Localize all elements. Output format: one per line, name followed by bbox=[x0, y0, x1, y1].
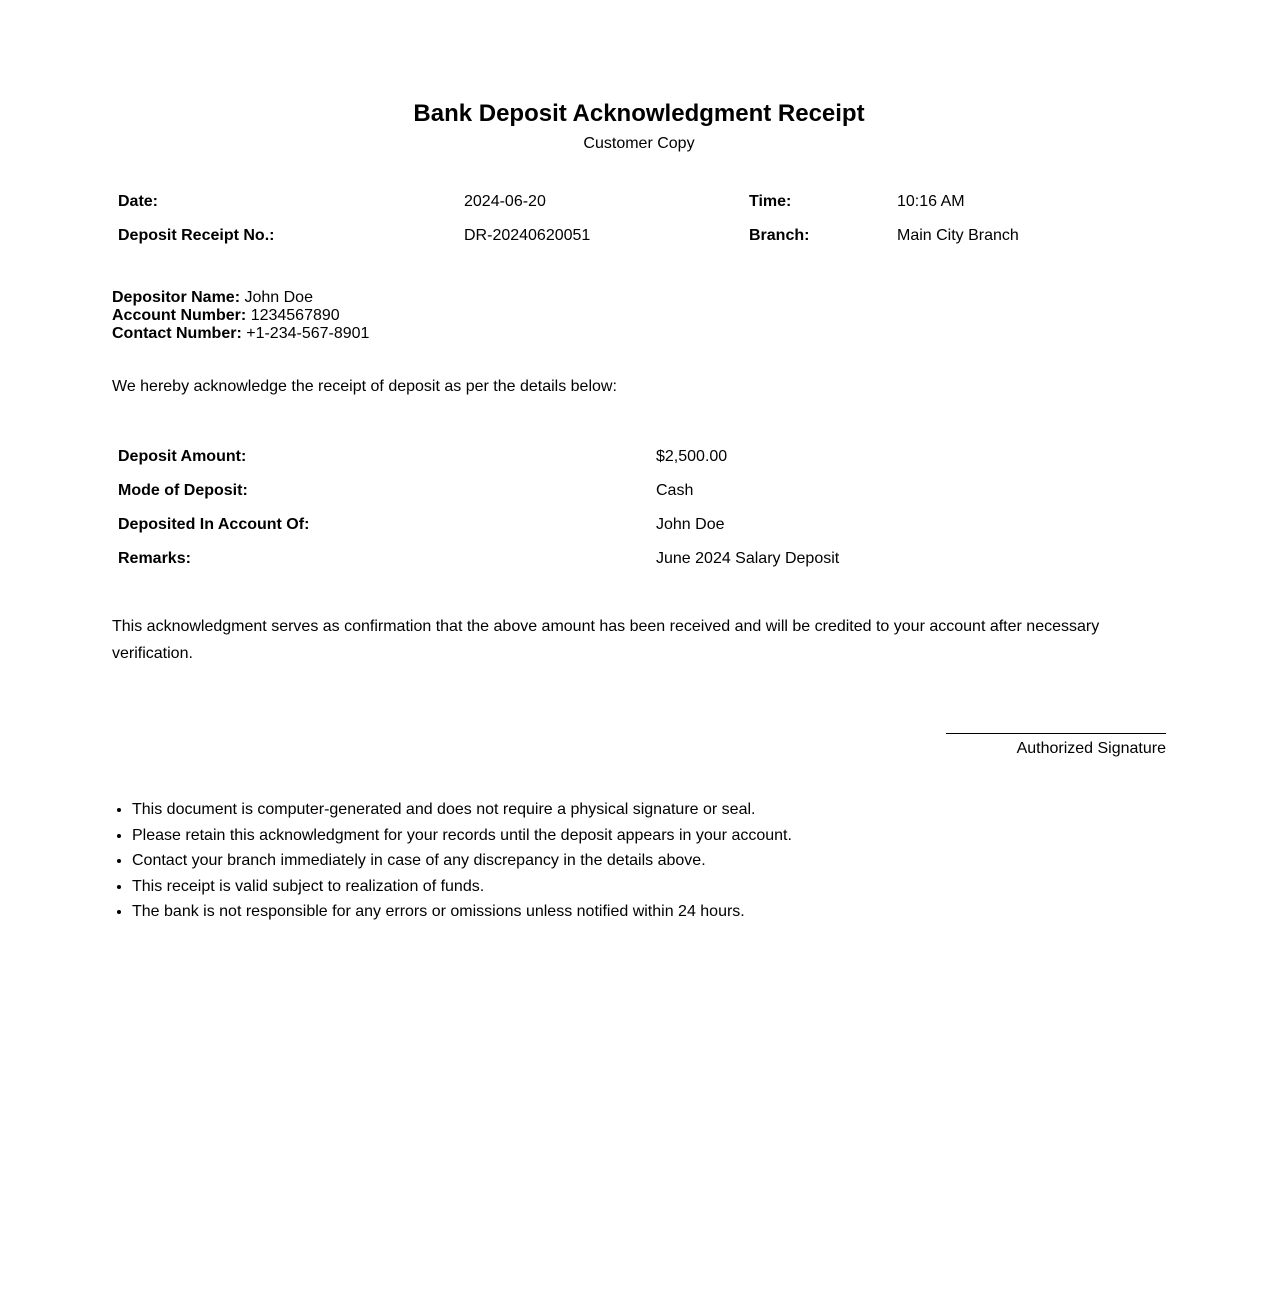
acknowledgment-text: We hereby acknowledge the receipt of deposit as per the details below: bbox=[112, 378, 617, 395]
branch-value: Main City Branch bbox=[897, 227, 1019, 244]
time-value: 10:16 AM bbox=[897, 193, 965, 210]
list-item: • This receipt is valid subject to realization of funds. bbox=[132, 874, 1186, 900]
time-label: Time: bbox=[749, 193, 792, 210]
deposit-amount-value: $2,500.00 bbox=[656, 448, 728, 465]
info-row-receipt-branch bbox=[112, 219, 1166, 253]
deposit-row bbox=[112, 474, 1166, 508]
depositor-details bbox=[112, 289, 369, 343]
remarks-value: June 2024 Salary Deposit bbox=[656, 550, 840, 567]
account-number-row bbox=[112, 307, 369, 325]
list-item: • Contact your branch immediately in case of any discrepancy in the details above. bbox=[132, 848, 1186, 874]
remarks-label: Remarks: bbox=[118, 550, 191, 567]
account-number-value: 1234567890 bbox=[250, 307, 340, 324]
confirmation-text: This acknowledgment serves as confirmation that the above amount has been received and will be credited to your account after necessary verification. bbox=[112, 618, 1100, 662]
account-number-label: Account Number: bbox=[112, 307, 247, 324]
date-label: Date: bbox=[118, 193, 159, 210]
receipt-info-table bbox=[112, 185, 1166, 253]
deposit-row bbox=[112, 440, 1166, 474]
list-item: • This document is computer-generated and does not require a physical signature or seal. bbox=[132, 797, 1186, 823]
depositor-name-row bbox=[112, 289, 369, 307]
deposit-row bbox=[112, 508, 1166, 542]
deposit-details-table bbox=[112, 440, 1166, 576]
deposit-row bbox=[112, 542, 1166, 576]
list-item: • Please retain this acknowledgment for your records until the deposit appears in your account. bbox=[132, 823, 1186, 849]
depositor-name-value: John Doe bbox=[244, 289, 313, 306]
info-row-date-time bbox=[112, 185, 1166, 219]
branch-label: Branch: bbox=[749, 227, 810, 244]
contact-number-value: +1-234-567-8901 bbox=[246, 325, 370, 342]
notes-list bbox=[112, 797, 1186, 925]
authorized-signature: Authorized Signature bbox=[946, 733, 1166, 758]
receipt-number-label: Deposit Receipt No.: bbox=[118, 227, 275, 244]
deposit-mode-value: Cash bbox=[656, 482, 694, 499]
contact-number-label: Contact Number: bbox=[112, 325, 242, 342]
deposited-in-account-label: Deposited In Account Of: bbox=[118, 516, 310, 533]
list-item: • The bank is not responsible for any errors or omissions unless notified within 24 hours. bbox=[132, 899, 1186, 925]
contact-number-row bbox=[112, 325, 369, 343]
receipt-number-value: DR-20240620051 bbox=[464, 227, 591, 244]
document-title: Bank Deposit Acknowledgment Receipt bbox=[413, 100, 865, 127]
document-subtitle: Customer Copy bbox=[583, 135, 695, 152]
deposit-amount-label: Deposit Amount: bbox=[118, 448, 247, 465]
date-value: 2024-06-20 bbox=[464, 193, 546, 210]
deposited-in-account-value: John Doe bbox=[656, 516, 725, 533]
depositor-name-label: Depositor Name: bbox=[112, 289, 241, 306]
deposit-mode-label: Mode of Deposit: bbox=[118, 482, 248, 499]
